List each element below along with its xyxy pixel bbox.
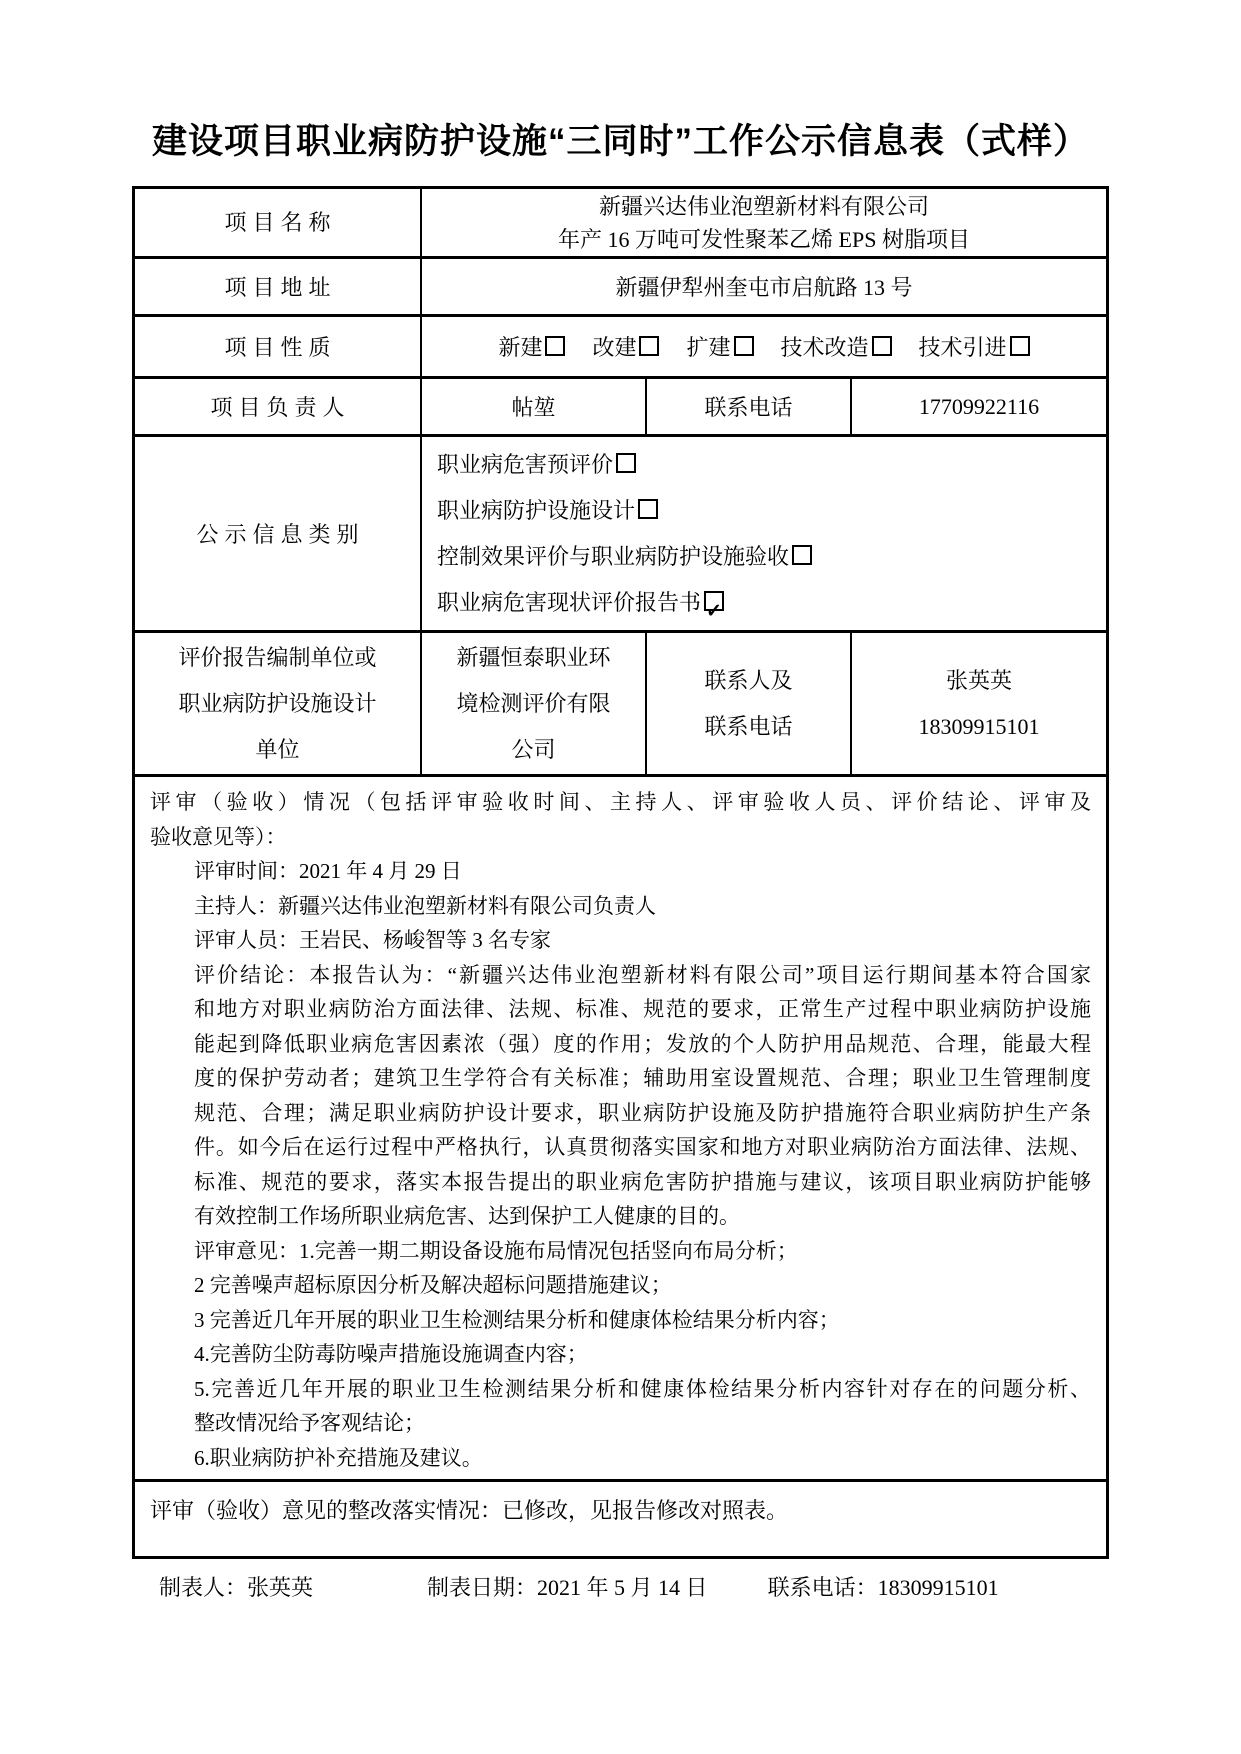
review-line: 评审时间：2021 年 4 月 29 日 [194,859,462,883]
review-line: 评审意见：1.完善一期二期设备设施布局情况包括竖向布局分析； [194,1238,798,1263]
project-manager-label: 项目负责人 [210,395,351,420]
review-line: 有效控制工作场所职业病危害、达到保护工人健康的目的。 [194,1204,740,1228]
project-address-label: 项目地址 [224,275,337,300]
project-name-line2: 年产 16 万吨可发性聚苯乙烯 EPS 树脂项目 [558,226,970,252]
prepare-date [427,1571,708,1602]
project-nature-options [420,317,1106,376]
project-nature-row [135,314,1106,376]
category-options [420,437,1106,630]
review-line: 度的保护劳动者；建筑卫生学符合有关标准；辅助用室设置规范、合理；职业卫生管理制度 [194,1066,1091,1090]
checkbox-facility-design[interactable] [638,499,658,519]
review-line: 5.完善近几年开展的职业卫生检测结果分析和健康体检结果分析内容针对存在的问题分析、 [194,1376,1091,1401]
checkbox-expand[interactable] [734,336,754,356]
review-line: 评审人员：王岩民、杨峻智等 3 名专家 [194,928,551,952]
footer-phone-label: 联系电话： [767,1575,878,1600]
category-facility-design-label: 职业病防护设施设计 [437,497,636,523]
nature-option-tech-import-label: 技术引进 [918,335,1007,360]
category-pre-evaluation [437,442,636,488]
category-control-effect [437,534,812,580]
review-line: 4.完善防尘防毒防噪声措施设施调查内容； [194,1342,588,1366]
review-line: 3 完善近几年开展的职业卫生检测结果分析和健康体检结果分析内容； [194,1307,840,1332]
info-table [132,186,1109,1559]
review-section [135,777,1106,1479]
compiler-contact-phone: 18309915101 [918,713,1040,739]
category-status-report-label: 职业病危害现状评价报告书 [437,589,702,615]
checkbox-tech-upgrade[interactable] [872,336,892,356]
rectification-row [135,1479,1106,1556]
nature-option-expand [686,331,753,362]
category-control-effect-label: 控制效果评价与职业病防护设施验收 [437,543,790,569]
compiler-unit-label-line3: 单位 [255,736,300,762]
project-address-value: 新疆伊犁州奎屯市启航路 13 号 [420,259,1106,314]
review-line: 整改情况给予客观结论； [194,1411,425,1435]
review-line: 2 完善噪声超标原因分析及解决超标问题措施建议； [194,1273,672,1297]
document-title: 建设项目职业病防护设施“三同时”工作公示信息表（式样） [151,122,1089,161]
nature-option-rebuild-label: 改建 [592,335,637,360]
review-line: 主持人：新疆兴达伟业泡塑新材料有限公司负责人 [194,893,656,918]
compiler-contact-label [645,633,850,774]
checkbox-pre-evaluation[interactable] [616,453,636,473]
checkbox-new[interactable] [545,336,565,356]
category-row [135,434,1106,630]
review-line: 验收意见等）： [150,824,287,849]
project-name-value [420,189,1106,256]
category-facility-design [437,488,658,534]
compiler-company [420,633,645,774]
compiler-contact-value [850,633,1106,774]
prepare-date-label: 制表日期： [427,1575,538,1600]
project-nature-label: 项目性质 [224,335,337,360]
review-line: 评价结论：本报告认为：“新疆兴达伟业泡塑新材料有限公司”项目运行期间基本符合国家 [194,962,1091,987]
nature-option-new [498,331,565,362]
compiler-company-line1: 新疆恒泰职业环 [456,644,611,670]
nature-option-tech-upgrade [781,331,892,362]
review-line: 件。如今后在运行过程中严格执行，认真贯彻落实国家和地方对职业病防治方面法律、法规、 [194,1135,1091,1159]
project-name-line1: 新疆兴达伟业泡塑新材料有限公司 [598,193,929,219]
manager-phone-value: 17709922116 [850,379,1106,434]
compiler-company-line2: 境检测评价有限 [456,690,611,716]
table-footer [132,1571,1109,1602]
checkbox-control-effect[interactable] [792,545,812,565]
project-name-label: 项目名称 [224,210,337,235]
compiler-contact-name: 张英英 [945,667,1012,693]
project-manager-row [135,376,1106,434]
nature-option-expand-label: 扩建 [686,335,731,360]
nature-option-new-label: 新建 [498,335,543,360]
review-line: 评审（验收）情况（包括评审验收时间、主持人、评审验收人员、评价结论、评审及 [150,790,1091,814]
footer-phone-value: 18309915101 [877,1575,999,1600]
review-line: 和地方对职业病防治方面法律、法规、标准、规范的要求，正常生产过程中职业病防护设施 [194,997,1091,1021]
prepare-date-value: 2021 年 5 月 14 日 [537,1575,708,1600]
nature-option-tech-upgrade-label: 技术改造 [780,335,869,360]
manager-phone-label: 联系电话 [645,379,850,434]
compiler-contact-label-line1: 联系人及 [704,667,793,693]
compiler-unit-label-line2: 职业病防护设施设计 [178,690,377,716]
compiler-unit-label-line1: 评价报告编制单位或 [178,644,377,670]
preparer-label: 制表人： [159,1575,248,1600]
compiler-row [135,630,1106,774]
review-line: 规范、合理；满足职业病防护设计要求，职业病防护设施及防护措施符合职业病防护生产条 [194,1100,1091,1125]
checkbox-status-report[interactable] [704,591,724,611]
nature-option-tech-import [919,331,1030,362]
review-line: 能起到降低职业病危害因素浓（强）度的作用；发放的个人防护用品规范、合理，能最大程 [194,1031,1091,1056]
compiler-unit-label [135,633,420,774]
category-label: 公示信息类别 [196,522,365,547]
category-status-report [437,580,724,626]
review-line: 标准、规范的要求，落实本报告提出的职业病危害防护措施与建议，该项目职业病防护能够 [194,1169,1091,1194]
checkbox-rebuild[interactable] [639,336,659,356]
review-line: 6.职业病防护补充措施及建议。 [194,1445,483,1470]
category-pre-evaluation-label: 职业病危害预评价 [437,451,614,477]
nature-option-rebuild [592,331,659,362]
project-manager-name: 帖堃 [420,379,645,434]
rectification-text: 评审（验收）意见的整改落实情况：已修改，见报告修改对照表。 [150,1498,789,1523]
compiler-company-line3: 公司 [511,736,556,762]
preparer [159,1571,313,1602]
project-name-row [135,189,1106,256]
preparer-name: 张英英 [247,1575,314,1600]
compiler-contact-label-line2: 联系电话 [704,713,793,739]
checkbox-tech-import[interactable] [1010,336,1030,356]
footer-phone [768,1571,999,1602]
review-row [135,774,1106,1479]
project-address-row [135,256,1106,314]
